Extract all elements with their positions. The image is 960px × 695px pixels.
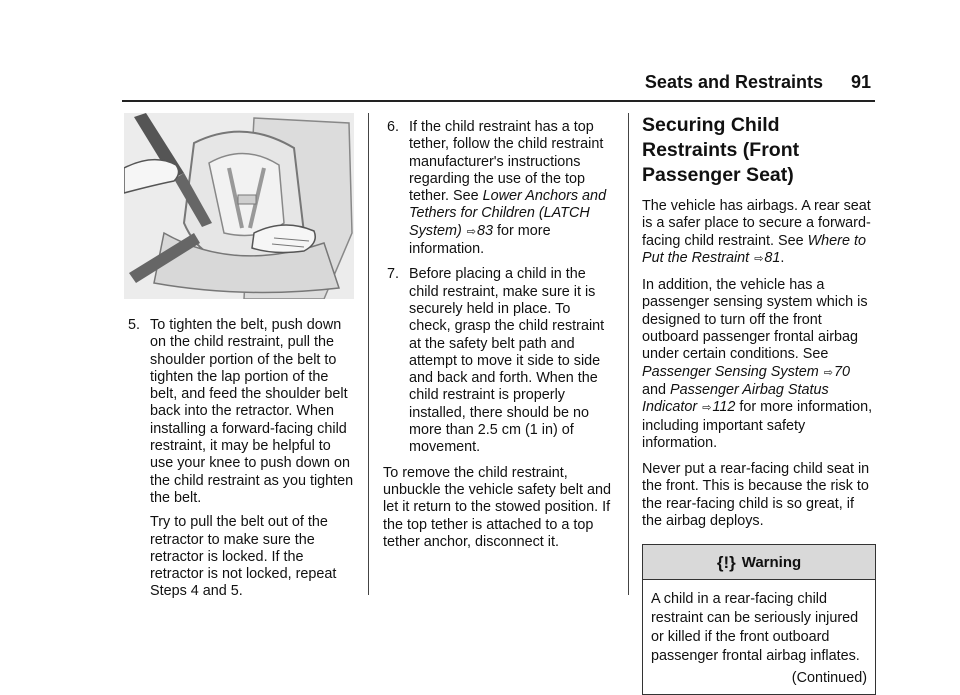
section-heading: Securing Child Restraints (Front Passenger Seat) (642, 114, 800, 186)
step-6-body: If the child restraint has a top tether, follow the child restraint manufacturer's instructions regarding the use of the top tether. See (409, 119, 604, 205)
restraint-location-link[interactable]: Where to Put the Restraint (642, 232, 866, 266)
arrow-ref-icon: ⇨ (466, 225, 476, 238)
step-note: Try to pull the belt out of the retractor to make sure the retractor is locked. If the retractor is not locked, repeat Steps 4 and 5. (150, 514, 337, 600)
column-left (124, 113, 356, 609)
warning-box (642, 544, 876, 695)
section-title: Seats and Restraints (644, 72, 823, 92)
warning-header (643, 545, 875, 580)
paragraph-text: The vehicle has airbags. A rear seat is a safer place to secure a forward-facing child restraint. See (642, 198, 871, 249)
airbag-status-link[interactable]: Passenger Airbag Status Indicator (642, 381, 829, 416)
latch-reference-link[interactable]: Lower Anchors and Tethers for Children (LATCH System) (409, 188, 607, 239)
page-header (122, 70, 875, 102)
paragraph-sensing (642, 277, 876, 452)
step-6-tail: for more information. (409, 222, 551, 258)
page-ref[interactable]: 81 (764, 249, 781, 266)
paragraph-rear-facing: Never put a rear-facing child seat in the front. This is because the risk to the rear-facing child is so great, if the airbag deploys. (642, 461, 870, 530)
sensing-system-link[interactable]: Passenger Sensing System (642, 363, 819, 380)
step-text: Before placing a child in the child restraint, make sure it is securely held in place. To check, grasp the child restraint at the safety belt path and attempt to move it side to side and back and forth. When the child restraint is properly installed, there should be no more than 2.5 cm (1 in) of movement. (409, 266, 605, 456)
warning-text: A child in a rear-facing child restraint can be seriously injured or killed if the front outboard passenger frontal airbag inflates. (651, 591, 860, 665)
child-seat-illustration (124, 113, 354, 299)
step-number: 7. (387, 266, 400, 283)
page-ref[interactable]: 70 (834, 363, 851, 380)
column-divider (368, 113, 369, 595)
page-ref[interactable]: 112 (712, 399, 736, 416)
column-middle (383, 113, 615, 559)
page-ref[interactable]: 83 (477, 222, 494, 239)
warning-body (643, 580, 875, 694)
step-number: 5. (128, 317, 141, 333)
child-seat-drawing (124, 113, 354, 299)
remove-paragraph: To remove the child restraint, unbuckle the vehicle safety belt and let it return to the stowed position. If the top tether is attached to a top tether anchor, disconnect it. (383, 464, 612, 550)
paragraph-text: In addition, the vehicle has a passenger sensing system which is designed to turn off the front outboard passenger frontal airbag under certain conditions. See (642, 277, 868, 363)
step-text: To tighten the belt, push down on the child restraint, pull the shoulder portion of the belt to tighten the lap portion of the belt, and feed the shoulder belt back into the retractor. When installing a forward-facing child restraint, it may be helpful to use your knee to push down on the child restraint as you tighten the belt. (150, 317, 354, 506)
warning-icon: {!} (716, 552, 736, 572)
conjunction: and (642, 381, 667, 398)
paragraph-tail: for more information, including important safety information. (642, 399, 873, 451)
arrow-ref-icon: ⇨ (823, 366, 833, 379)
step-6 (383, 119, 615, 258)
column-right (642, 113, 876, 695)
step-7 (383, 266, 615, 456)
step-number: 6. (387, 119, 400, 135)
arrow-ref-icon: ⇨ (754, 252, 764, 265)
paragraph-airbags: The vehicle has airbags. A rear seat is a safer place to secure a forward-facing child restraint. See Where to Put the Restraint ⇨81. (642, 198, 871, 266)
warning-title: Warning (741, 553, 802, 571)
continued-label: (Continued) (791, 670, 867, 687)
step-5 (124, 317, 356, 601)
arrow-ref-icon: ⇨ (702, 402, 712, 415)
page-number: 91 (850, 72, 871, 92)
step-text (409, 119, 615, 258)
column-divider (628, 113, 629, 595)
